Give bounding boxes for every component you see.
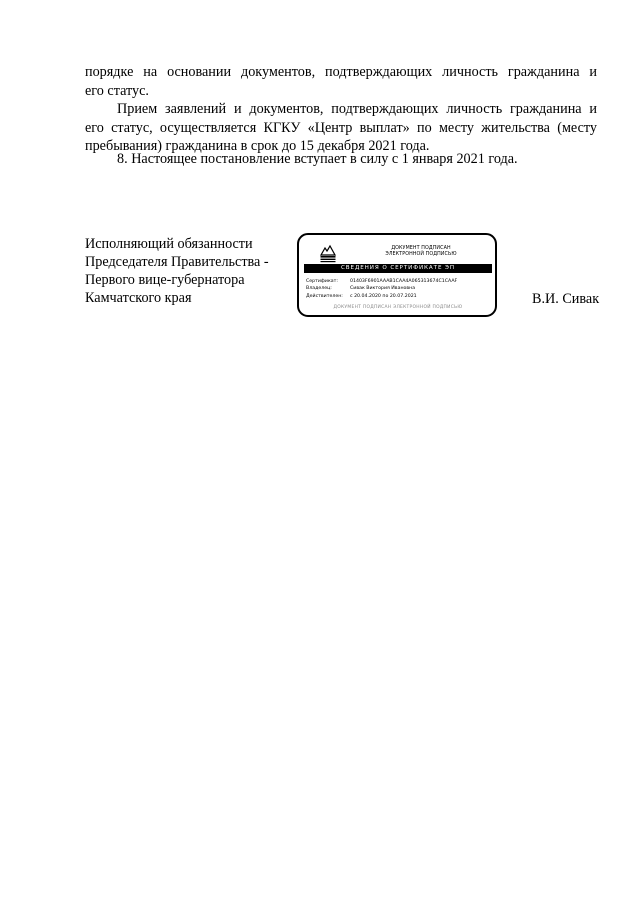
paragraph-line: его статус. — [85, 82, 149, 99]
electronic-signature-stamp — [297, 233, 497, 317]
validity-row — [306, 293, 491, 300]
signer-line: Камчатского края — [85, 290, 192, 306]
paragraph-line: пребывания) гражданина в срок до 15 декабря 2021 года. — [85, 138, 430, 154]
paragraph-line: 8. Настоящее постановление вступает в силу с 1 января 2021 года. — [117, 151, 518, 167]
paragraph-item-8 — [85, 150, 597, 169]
certificate-value: 01403F6901AAAB1CAA4A065313674C1CAAF — [350, 279, 458, 284]
signer-line: Первого вице-губернатора — [85, 272, 245, 288]
owner-value: Сивак Виктория Ивановна — [350, 286, 416, 292]
signer-line: Исполняющий обязанности — [85, 236, 253, 252]
signer-title — [85, 235, 295, 307]
certificate-row — [306, 278, 491, 285]
stamp-header-line: ДОКУМЕНТ ПОДПИСАН — [391, 246, 451, 251]
stamp-details — [306, 278, 491, 300]
paragraph-line: Прием заявлений и документов, подтверждающих личность гражданина и — [117, 101, 597, 117]
paragraph-line: порядке на основании документов, подтверждающих личность гражданина и — [85, 64, 597, 80]
validity-value: с 20.04.2020 по 20.07.2021 — [350, 293, 417, 299]
validity-label: Действителен: — [306, 293, 343, 299]
paragraph-application — [85, 100, 597, 156]
paragraph-line: его статус, осуществляется КГКУ «Центр выплат» по месту жительства (месту — [85, 119, 597, 136]
paragraph-continuation — [85, 63, 597, 100]
stamp-header-line: ЭЛЕКТРОННОЙ ПОДПИСЬЮ — [385, 252, 457, 257]
signer-name: В.И. Сивак — [532, 291, 600, 307]
certificate-label: Сертификат: — [306, 279, 338, 284]
owner-label: Владелец: — [306, 286, 332, 292]
stamp-title-bar: СВЕДЕНИЯ О СЕРТИФИКАТЕ ЭП — [304, 264, 492, 273]
owner-row — [306, 285, 491, 292]
stamp-footer: ДОКУМЕНТ ПОДПИСАН ЭЛЕКТРОННОЙ ПОДПИСЬЮ — [333, 305, 463, 310]
kamchatka-crest-icon — [318, 243, 338, 263]
stamp-header — [351, 246, 491, 258]
signer-line: Председателя Правительства - — [85, 254, 269, 270]
